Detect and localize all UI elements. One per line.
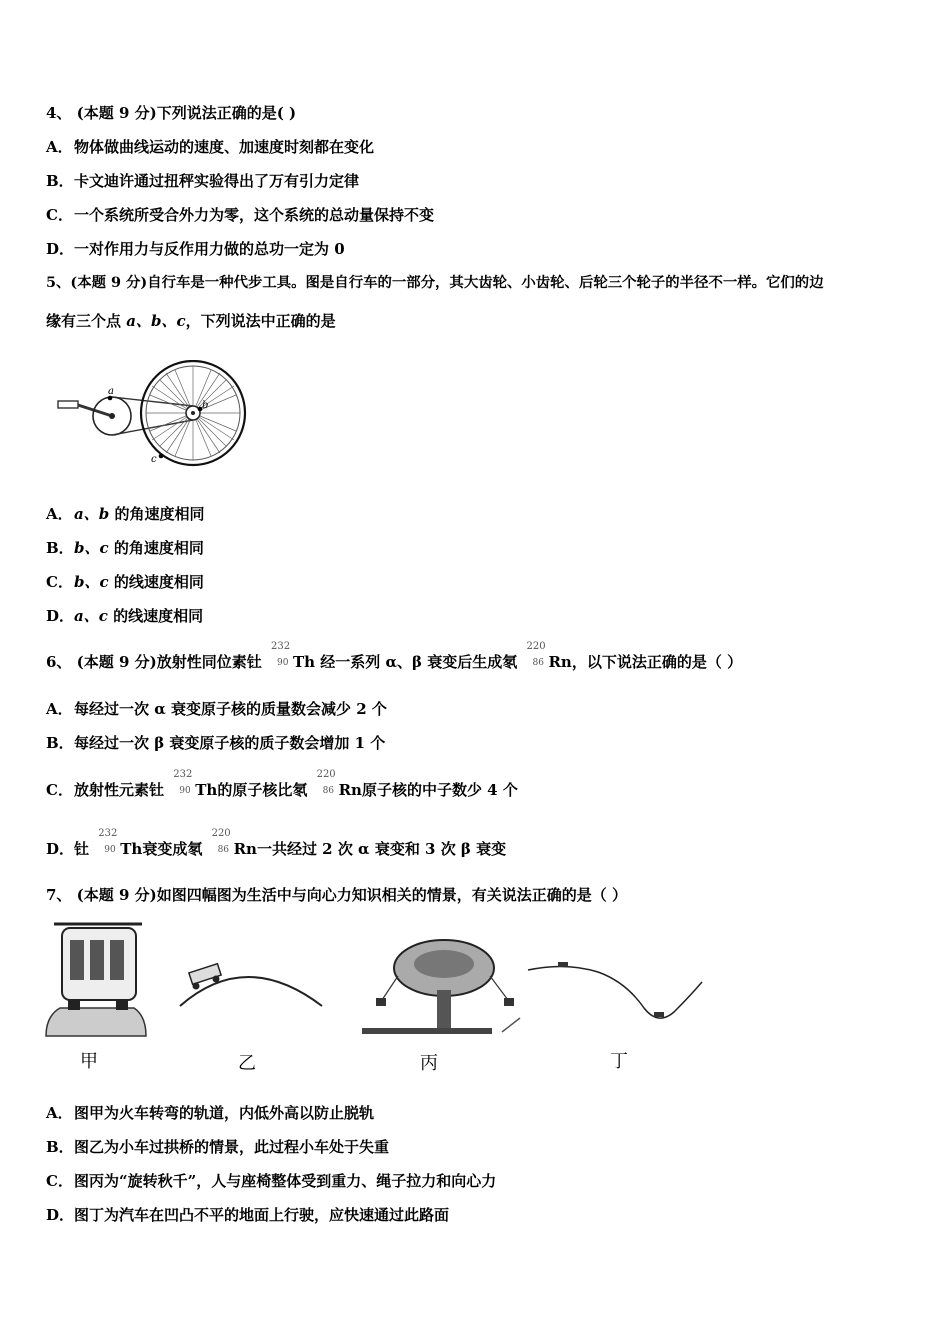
caption-yi: 乙 bbox=[238, 1053, 256, 1074]
wheel bbox=[68, 1000, 80, 1010]
mass-number: 232 bbox=[173, 769, 193, 780]
q5-option-d bbox=[46, 606, 203, 626]
thorium-nuclide bbox=[169, 769, 195, 801]
q7-option-d bbox=[46, 1205, 449, 1225]
radon-nuclide bbox=[313, 769, 339, 801]
q4-stem: 4、 (本题 9 分)下列说法正确的是( ) bbox=[46, 104, 297, 122]
q4-option-c bbox=[46, 205, 434, 225]
option-vars: b、c bbox=[74, 539, 109, 557]
option-text: 每经过一次 β 衰变原子核的质子数会增加 1 个 bbox=[74, 734, 386, 752]
atomic-number: 90 bbox=[179, 786, 191, 796]
stem-text: 缘有三个点 bbox=[46, 312, 127, 330]
mass-number: 232 bbox=[98, 828, 118, 839]
stem-vars: a、b、c bbox=[126, 312, 186, 330]
element-symbol: Rn bbox=[338, 781, 362, 799]
q5-option-b bbox=[46, 538, 204, 558]
option-text: 一对作用力与反作用力做的总功一定为 0 bbox=[74, 240, 345, 258]
option-letter: B． bbox=[46, 539, 74, 557]
option-text: 卡文迪许通过扭秤实验得出了万有引力定律 bbox=[74, 172, 360, 190]
q7-stem: 7、 (本题 9 分)如图四幅图为生活中与向心力知识相关的情景，有关说法正确的是（ ） bbox=[46, 886, 627, 904]
caption-ding: 丁 bbox=[610, 1051, 628, 1072]
label-b: b bbox=[202, 400, 209, 411]
figure-ding-bumpy-road bbox=[526, 960, 706, 1030]
q5-option-a bbox=[46, 504, 204, 524]
option-text: 的原子核比氡 bbox=[217, 781, 308, 799]
element-symbol: Th bbox=[120, 840, 143, 858]
option-text: 的角速度相同 bbox=[109, 505, 205, 523]
stem-text: ，以下说法正确的是（ ） bbox=[571, 653, 743, 671]
bumpy-road bbox=[528, 966, 702, 1018]
option-letter: C． bbox=[46, 206, 73, 224]
q4-option-b bbox=[46, 171, 359, 191]
figure-yi-arch-bridge bbox=[176, 954, 326, 1010]
q5-stem-line2 bbox=[46, 311, 336, 331]
thorium-nuclide bbox=[267, 641, 293, 673]
option-text: 衰变成氡 bbox=[142, 840, 203, 858]
option-letter: C． bbox=[46, 573, 73, 591]
car-on-crest bbox=[558, 962, 568, 967]
option-letter: D． bbox=[46, 1206, 75, 1224]
figure-jia-train bbox=[44, 914, 148, 1044]
ground-mark bbox=[502, 1018, 520, 1032]
canopy-pattern bbox=[414, 950, 474, 978]
q7-option-c bbox=[46, 1171, 496, 1191]
option-text: 一个系统所受合外力为零，这个系统的总动量保持不变 bbox=[74, 206, 435, 224]
radon-nuclide bbox=[208, 828, 234, 860]
q5-option-c bbox=[46, 572, 204, 592]
option-text: 图丁为汽车在凹凸不平的地面上行驶，应快速通过此路面 bbox=[74, 1206, 450, 1224]
car-wheel bbox=[193, 983, 200, 990]
option-letter: A． bbox=[46, 700, 73, 718]
swing-pole bbox=[437, 990, 451, 1030]
option-letter: C． bbox=[46, 1172, 73, 1190]
option-vars: a、b bbox=[74, 505, 110, 523]
ground bbox=[362, 1028, 492, 1034]
atomic-number: 86 bbox=[217, 845, 230, 855]
train-window bbox=[70, 940, 84, 980]
mass-number: 220 bbox=[211, 828, 231, 839]
mass-number: 232 bbox=[270, 641, 291, 652]
option-letter: D． bbox=[46, 240, 75, 258]
stem-text: ，下列说法中正确的是 bbox=[185, 312, 336, 330]
atomic-number: 86 bbox=[532, 658, 544, 668]
atomic-number: 86 bbox=[322, 786, 335, 796]
atomic-number: 90 bbox=[276, 658, 289, 668]
q4-option-a bbox=[46, 137, 374, 157]
option-text: 的角速度相同 bbox=[108, 539, 204, 557]
option-text: 放射性元素钍 bbox=[74, 781, 165, 799]
q6-stem bbox=[46, 641, 743, 673]
element-symbol: Th bbox=[292, 653, 316, 671]
q4-option-d bbox=[46, 239, 345, 259]
q6-option-d bbox=[46, 828, 507, 860]
element-symbol: Th bbox=[195, 781, 218, 799]
caption-bing: 丙 bbox=[420, 1053, 438, 1074]
option-letter: B． bbox=[46, 734, 74, 752]
option-text: 图丙为“旋转秋千”，人与座椅整体受到重力、绳子拉力和向心力 bbox=[74, 1172, 497, 1190]
option-letter: B． bbox=[46, 1138, 74, 1156]
stem-text: 经一系列 α、β 衰变后生成氡 bbox=[315, 653, 518, 671]
option-text: 物体做曲线运动的速度、加速度时刻都在变化 bbox=[74, 138, 375, 156]
element-symbol: Rn bbox=[233, 840, 257, 858]
figure-bing-rotating-swing bbox=[360, 936, 526, 1036]
option-text: 一共经过 2 次 α 衰变和 3 次 β 衰变 bbox=[256, 840, 507, 858]
option-vars: b、c bbox=[74, 573, 109, 591]
q6-option-b bbox=[46, 733, 385, 753]
swing-rope bbox=[382, 976, 398, 1000]
option-letter: D． bbox=[46, 607, 75, 625]
bicycle-figure bbox=[55, 360, 255, 470]
option-text: 的线速度相同 bbox=[108, 573, 204, 591]
q7-option-b bbox=[46, 1137, 389, 1157]
mass-number: 220 bbox=[526, 641, 546, 652]
label-c: c bbox=[151, 454, 157, 465]
stem-text: 6、 (本题 9 分)放射性同位素钍 bbox=[46, 653, 262, 671]
radon-nuclide bbox=[522, 641, 548, 673]
option-letter: A． bbox=[46, 505, 73, 523]
car-in-trough bbox=[654, 1012, 664, 1017]
swing-seat bbox=[376, 998, 386, 1006]
option-text: 每经过一次 α 衰变原子核的质量数会减少 2 个 bbox=[74, 700, 387, 718]
train-window bbox=[90, 940, 104, 980]
chain-bottom bbox=[112, 420, 193, 435]
big-gear-axle bbox=[109, 413, 115, 419]
option-letter: A． bbox=[46, 1104, 73, 1122]
swing-rope bbox=[490, 976, 508, 1000]
q5-stem-line1: 5、(本题 9 分)自行车是一种代步工具。图是自行车的一部分，其大齿轮、小齿轮、后轮三个轮子的半径不一样。它们的边 bbox=[46, 274, 824, 291]
option-vars: a、c bbox=[74, 607, 108, 625]
option-letter: B． bbox=[46, 172, 74, 190]
option-text: 钍 bbox=[74, 840, 90, 858]
swing-seat bbox=[504, 998, 514, 1006]
atomic-number: 90 bbox=[104, 845, 116, 855]
option-text: 图甲为火车转弯的轨道，内低外高以防止脱轨 bbox=[74, 1104, 375, 1122]
option-letter: C． bbox=[46, 781, 73, 799]
train-window bbox=[110, 940, 124, 980]
option-text: 的线速度相同 bbox=[107, 607, 204, 625]
car-wheel bbox=[213, 976, 220, 983]
pedal-shape bbox=[58, 401, 78, 408]
option-letter: D． bbox=[46, 840, 75, 858]
small-gear-axle bbox=[191, 411, 195, 415]
caption-jia: 甲 bbox=[80, 1051, 98, 1072]
option-letter: A． bbox=[46, 138, 73, 156]
point-c-marker bbox=[159, 454, 164, 459]
track-bank bbox=[46, 1008, 146, 1036]
label-a: a bbox=[108, 386, 114, 397]
mass-number: 220 bbox=[316, 769, 336, 780]
option-text: 图乙为小车过拱桥的情景，此过程小车处于失重 bbox=[74, 1138, 390, 1156]
option-text: 原子核的中子数少 4 个 bbox=[361, 781, 518, 799]
wheel bbox=[116, 1000, 128, 1010]
thorium-nuclide bbox=[94, 828, 120, 860]
q6-option-c bbox=[46, 769, 518, 801]
q6-option-a bbox=[46, 699, 387, 719]
element-symbol: Rn bbox=[548, 653, 572, 671]
q7-option-a bbox=[46, 1103, 374, 1123]
